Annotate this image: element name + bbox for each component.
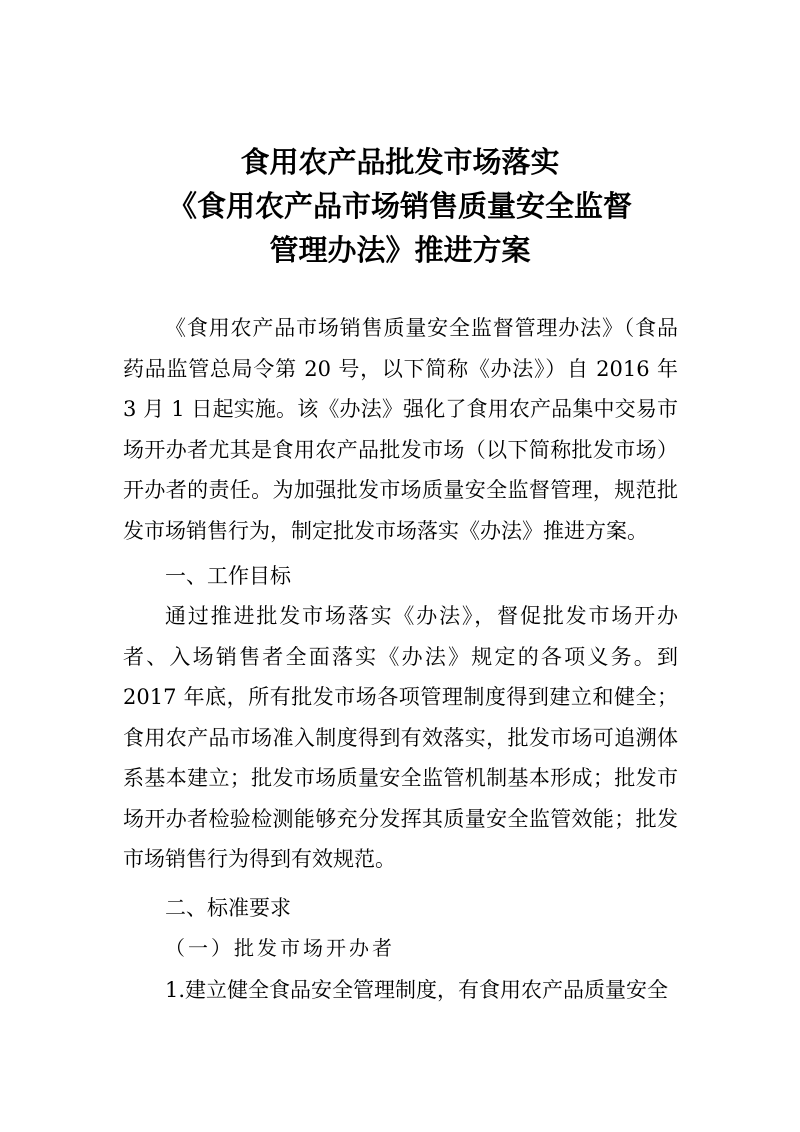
title-line-3: 管理办法》推进方案 bbox=[269, 233, 531, 267]
section-1-paragraph: 通过推进批发市场落实《办法》，督促批发市场开办者、入场销售者全面落实《办法》规定的各项义务。到 2017 年底，所有批发市场各项管理制度得到建立和健全；食用农产品市场准入制度得到有效落实，批发市场可追溯体系基本建立；批发市场质量安全监管机制基本形成；批发市场开办者检验检测能够充分发挥其质量安全监管效能；批发市场销售行为得到有效规范。 bbox=[123, 604, 678, 871]
item-1-text: 1.建立健全食品安全管理制度，有食用农产品质量安全 bbox=[165, 978, 669, 1002]
section-2-heading: 二、标准要求 bbox=[165, 896, 291, 920]
section-1-heading: 一、工作目标 bbox=[165, 564, 291, 588]
title-line-2: 《食用农产品市场销售质量安全监督 bbox=[167, 189, 632, 223]
title-line-1: 食用农产品批发市场落实 bbox=[240, 145, 560, 179]
document-title bbox=[100, 140, 700, 272]
subsection-1-heading: （一）批发市场开办者 bbox=[165, 936, 395, 960]
intro-paragraph: 《食用农产品市场销售质量安全监督管理办法》（食品药品监管总局令第 20 号，以下简称《办法》）自 2016 年 3 月 1 日起实施。该《办法》强化了食用农产品集中交易市场开办者尤其是食用农产品批发市场（以下简称批发市场）开办者的责任。为加强批发市场质量安全监督管理，规范批发市场销售行为，制定批发市场落实《办法》推进方案。 bbox=[123, 316, 678, 543]
